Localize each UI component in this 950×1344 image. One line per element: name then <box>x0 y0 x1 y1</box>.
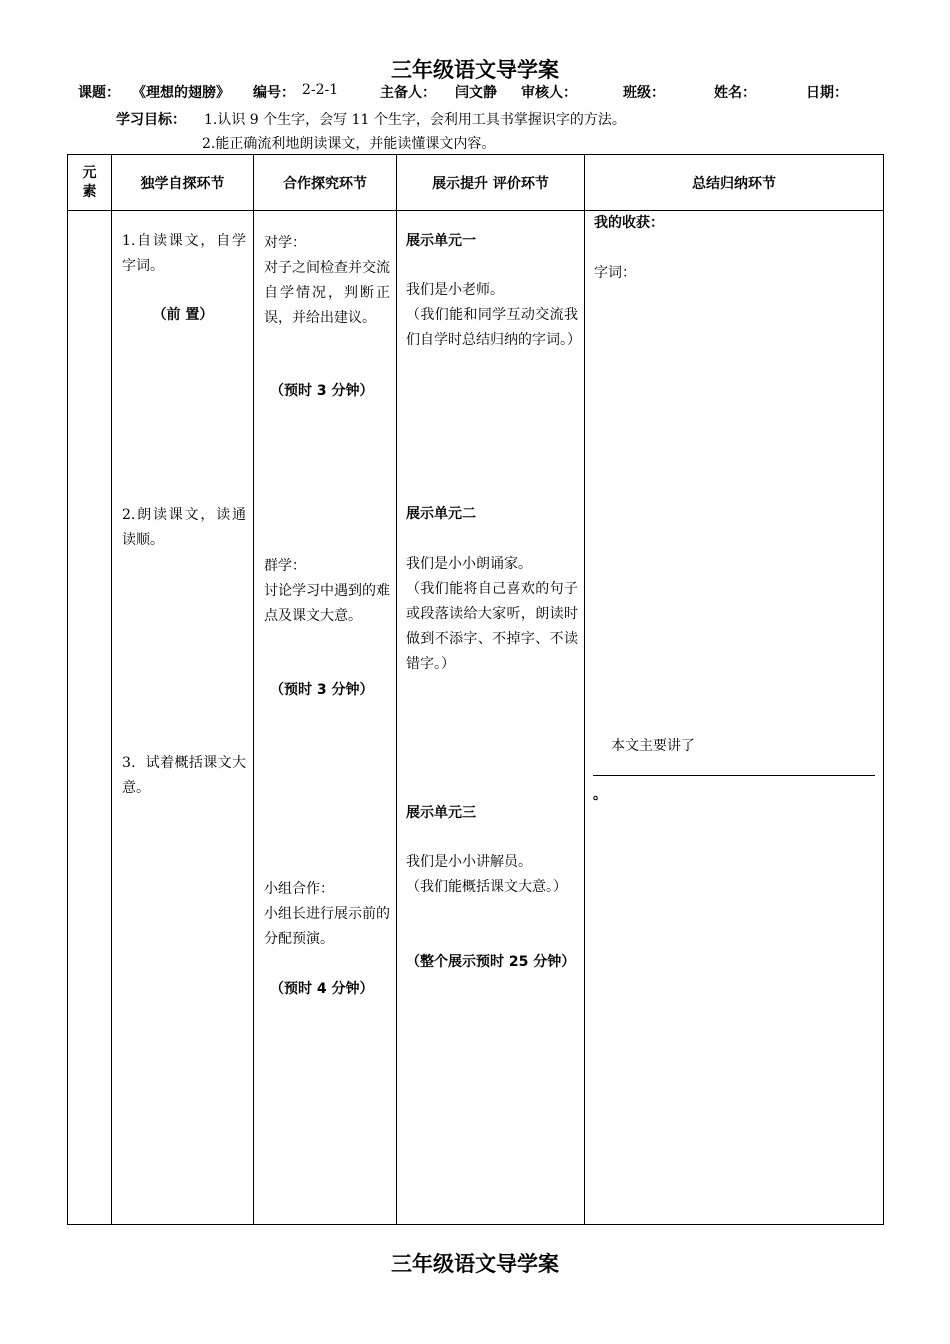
preparer-label: 主备人： <box>380 85 436 101</box>
reviewer-label: 审核人： <box>521 85 577 101</box>
display-unit-3-role: 我们是小小讲解员。 <box>406 854 532 870</box>
team-work-text: 小组长进行展示前的分配预演。 <box>264 906 390 947</box>
self-study-item-3: 3．试着概括课文大意。 <box>122 755 246 796</box>
class-label: 班级： <box>623 85 665 101</box>
summary-main-idea: 本文主要讲了 <box>611 738 695 754</box>
number-label: 编号： <box>253 85 295 101</box>
self-study-note: （前 置） <box>152 307 214 323</box>
pair-study-time: （预时 3 分钟） <box>270 383 374 399</box>
name-label: 姓名： <box>714 85 756 101</box>
team-work-title: 小组合作： <box>264 881 334 897</box>
topic-value: 《理想的翅膀》 <box>132 85 230 101</box>
next-page-title: 三年级语文导学案 <box>391 1252 559 1276</box>
pair-study-title: 对学： <box>264 235 306 251</box>
header-element: 元素 <box>68 155 112 211</box>
goal-item: 1.认识 9 个生字，会写 11 个生字，会利用工具书掌握识字的方法。 <box>204 112 626 128</box>
summary-words-label: 字词： <box>594 265 636 281</box>
summary-end-mark: 。 <box>593 787 607 803</box>
table-body-row <box>68 211 884 1225</box>
pair-study-text: 对子之间检查并交流自学情况，判断正误，并给出建议。 <box>264 260 390 326</box>
group-study-text: 讨论学习中遇到的难点及课文大意。 <box>264 583 390 624</box>
display-cell <box>397 211 585 1225</box>
display-unit-2-title: 展示单元二 <box>406 506 476 522</box>
number-value: 2-2-1 <box>302 82 339 98</box>
summary-cell <box>585 211 884 1225</box>
topic-label: 课题： <box>78 85 120 101</box>
header-cooperation: 合作探究环节 <box>254 155 397 211</box>
meta-line <box>0 82 950 102</box>
team-work-time: （预时 4 分钟） <box>270 981 374 997</box>
goal-item: 2.能正确流利地朗读课文，并能读懂课文内容。 <box>202 136 496 152</box>
display-unit-1-text: （我们能和同学互动交流我们自学时总结归纳的字词。） <box>406 307 581 348</box>
element-cell <box>68 211 112 1225</box>
page-title: 三年级语文导学案 <box>391 58 559 82</box>
study-plan-table <box>67 154 884 1225</box>
date-label: 日期： <box>806 85 848 101</box>
preparer-value: 闫文静 <box>455 85 497 101</box>
header-summary: 总结归纳环节 <box>585 155 884 211</box>
table-header-row <box>68 155 884 211</box>
display-total-time: （整个展示预时 25 分钟） <box>406 954 576 970</box>
header-display: 展示提升 评价环节 <box>397 155 585 211</box>
display-unit-3-text: （我们能概括课文大意。） <box>406 879 567 895</box>
display-unit-1-role: 我们是小老师。 <box>406 282 504 298</box>
display-unit-1-title: 展示单元一 <box>406 233 476 249</box>
self-study-cell <box>112 211 254 1225</box>
answer-underline <box>593 775 875 776</box>
cooperation-cell <box>254 211 397 1225</box>
group-study-title: 群学： <box>264 558 306 574</box>
self-study-item-1: 1.自读课文，自学字词。 <box>122 233 246 274</box>
display-unit-3-title: 展示单元三 <box>406 805 476 821</box>
self-study-item-2: 2.朗读课文，读通读顺。 <box>122 507 246 548</box>
display-unit-2-role: 我们是小小朗诵家。 <box>406 556 532 572</box>
group-study-time: （预时 3 分钟） <box>270 682 374 698</box>
header-self-study: 独学自探环节 <box>112 155 254 211</box>
display-unit-2-text: （我们能将自己喜欢的句子或段落读给大家听，朗读时做到不添字、不掉字、不读错字。） <box>406 581 578 672</box>
summary-gain-title: 我的收获： <box>594 215 664 231</box>
goals-label: 学习目标： <box>116 112 186 128</box>
